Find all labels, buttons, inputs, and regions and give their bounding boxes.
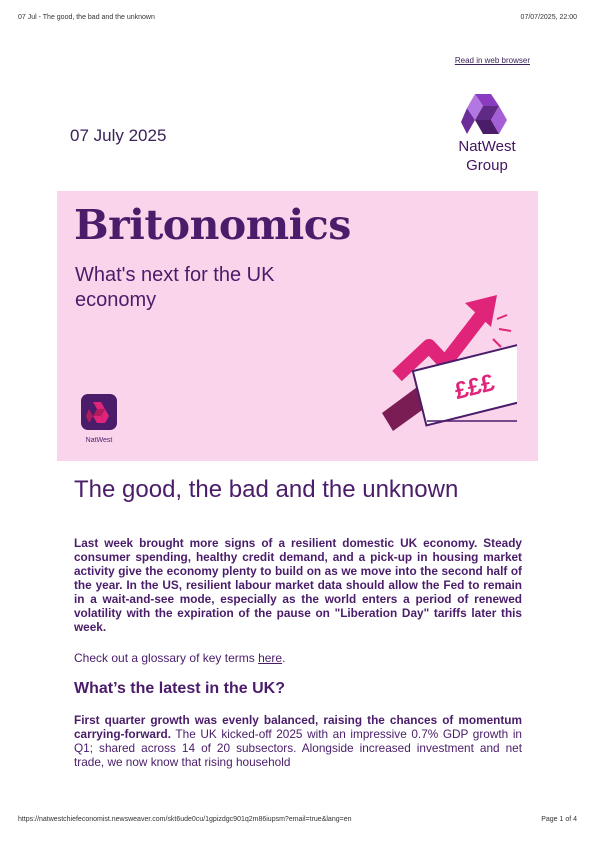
natwest-badge-icon bbox=[81, 394, 117, 430]
rising-arrow-banknote-icon bbox=[357, 291, 517, 431]
uk-paragraph bbox=[74, 713, 522, 769]
print-header-title: 07 Jul - The good, the bad and the unknown bbox=[18, 14, 155, 21]
banner-title: Britonomics bbox=[74, 201, 351, 249]
article-intro: Last week brought more signs of a resilient domestic UK economy. Steady consumer spending, healthy credit demand, and a pick-up in housing market activity give the economy plenty to build on as we move into the second half of the year. In the US, resilient labour market data should allow the Fed to remain in a wait-and-see mode, especially as the world enters a period of renewed volatility with the expiration of the pause on "Liberation Day" tariffs later this week. bbox=[74, 536, 522, 634]
print-header bbox=[18, 14, 577, 21]
natwest-cubes-icon bbox=[461, 92, 513, 136]
glossary-line bbox=[74, 651, 285, 665]
rising-money-graphic bbox=[357, 291, 517, 436]
glossary-prefix: Check out a glossary of key terms bbox=[74, 651, 259, 665]
print-footer bbox=[18, 816, 577, 823]
section-heading-uk: What’s the latest in the UK? bbox=[74, 680, 285, 697]
logo-text-natwest: NatWest bbox=[458, 138, 516, 155]
read-in-browser-link[interactable]: Read in web browser bbox=[454, 56, 530, 65]
glossary-link[interactable]: here bbox=[258, 651, 283, 665]
badge-natwest-text: NatWest bbox=[85, 437, 113, 444]
print-footer-url: https://natwestchiefeconomist.newsweaver.com/skt6ude0cu/1gpizdgc901q2m86iupsm?email=true&lang=en bbox=[18, 816, 352, 823]
natwest-badge bbox=[79, 394, 119, 444]
uk-paragraph-body: The UK kicked-off 2025 with an impressive 0.7% GDP growth in Q1; shared across 14 of 20 subsectors. Alongside increased investment and net trade, we now know that rising household bbox=[74, 727, 522, 769]
banner-subtitle: What's next for the UK economy bbox=[75, 264, 275, 311]
article-title: The good, the bad and the unknown bbox=[74, 476, 459, 503]
logo-text-group: Group bbox=[466, 157, 508, 174]
print-footer-page: Page 1 of 4 bbox=[541, 816, 577, 823]
uk-paragraph-lead: First quarter growth was evenly balanced, raising the chances of momentum carrying-forward. bbox=[74, 713, 522, 741]
print-header-timestamp: 07/07/2025, 22:00 bbox=[520, 14, 577, 21]
issue-date: 07 July 2025 bbox=[70, 126, 167, 145]
natwest-group-logo[interactable] bbox=[452, 92, 522, 174]
banknote-pound-symbols: £££ bbox=[451, 369, 498, 406]
glossary-suffix: . bbox=[282, 651, 286, 665]
britonomics-banner bbox=[57, 191, 538, 461]
